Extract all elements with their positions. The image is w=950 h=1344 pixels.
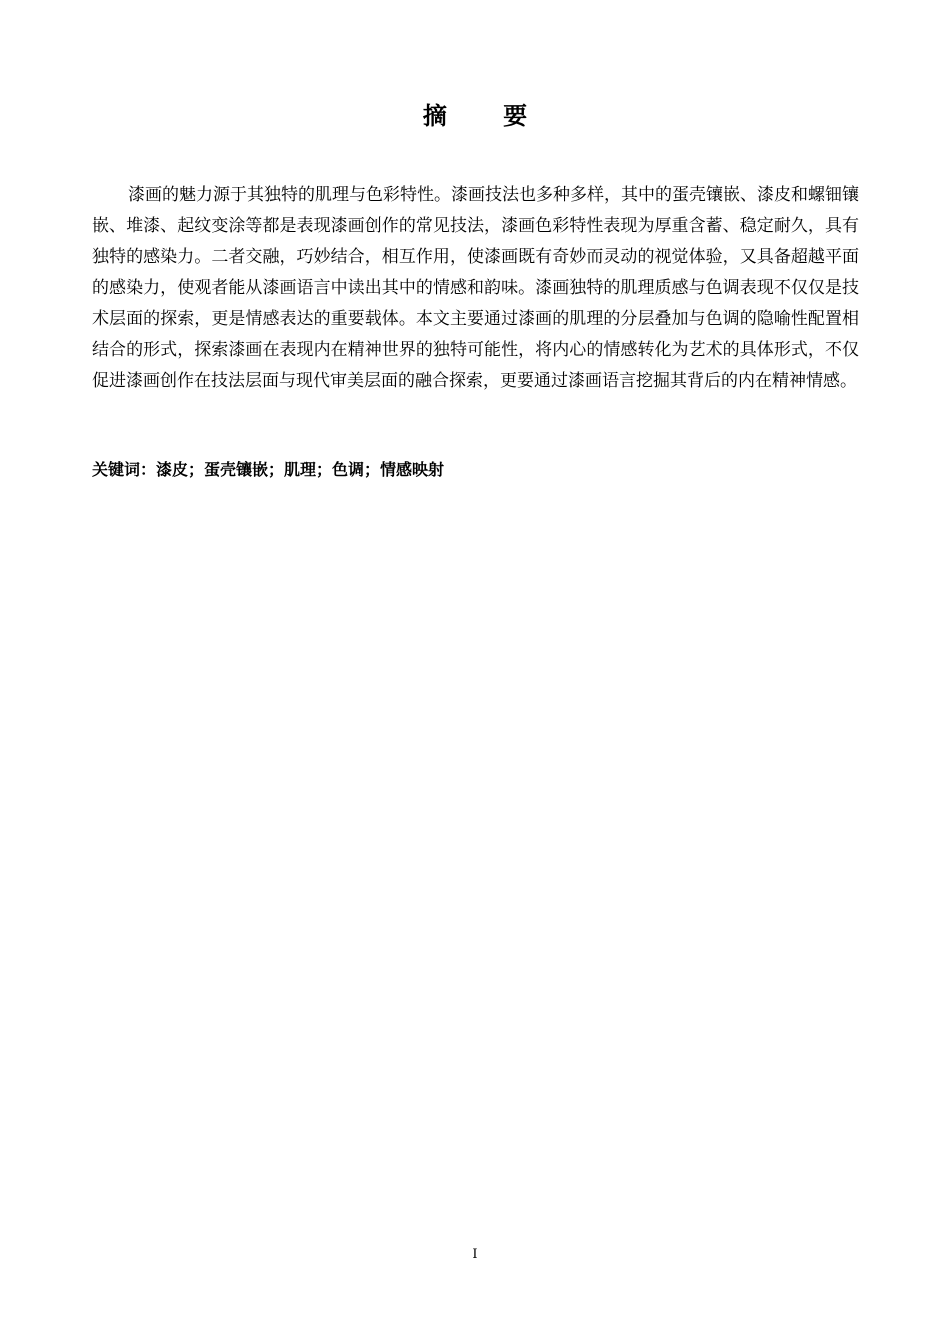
abstract-body: 漆画的魅力源于其独特的肌理与色彩特性。漆画技法也多种多样，其中的蛋壳镶嵌、漆皮和螺钿镶嵌、堆漆、起纹变涂等都是表现漆画创作的常见技法，漆画色彩特性表现为厚重含蓄、稳定耐久，具有独特的感染力。二者交融，巧妙结合，相互作用，使漆画既有奇妙而灵动的视觉体验，又具备超越平面的感染力，使观者能从漆画语言中读出其中的情感和韵味。漆画独特的肌理质感与色调表现不仅仅是技术层面的探索，更是情感表达的重要载体。本文主要通过漆画的肌理的分层叠加与色调的隐喻性配置相结合的形式，探索漆画在表现内在精神世界的独特可能性，将内心的情感转化为艺术的具体形式，不仅促进漆画创作在技法层面与现代审美层面的融合探索，更要通过漆画语言挖掘其背后的内在精神情感。 [92, 185, 859, 391]
page-number: I [472, 1247, 478, 1262]
keywords-label: 关键词： [92, 460, 157, 479]
keywords-text: 漆皮；蛋壳镶嵌；肌理；色调；情感映射 [156, 460, 445, 479]
keywords-line [92, 456, 859, 484]
abstract-title: 摘 要 [422, 102, 552, 130]
